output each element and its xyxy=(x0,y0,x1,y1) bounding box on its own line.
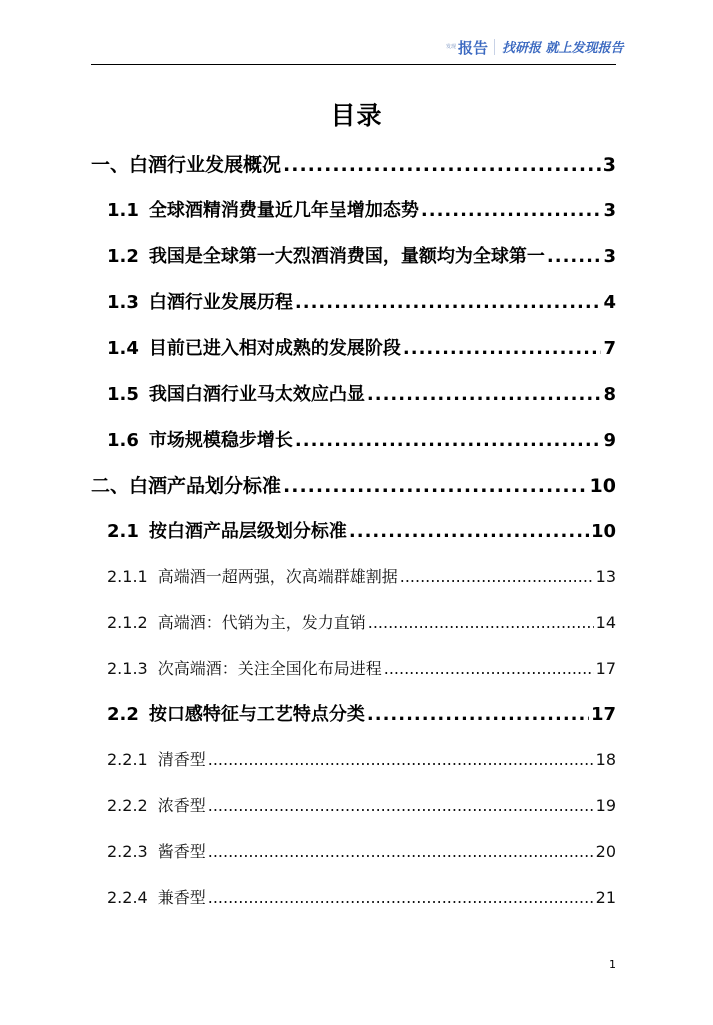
toc-page: 3 xyxy=(603,200,616,221)
toc-label: 高端酒：代销为主，发力直销 xyxy=(157,613,366,632)
toc-entry[interactable] xyxy=(107,885,616,909)
toc-number: 2.2.2 xyxy=(107,796,148,815)
toc-label: 兼香型 xyxy=(157,888,206,907)
toc-label: 我国是全球第一大烈酒消费国，量额均为全球第一 xyxy=(148,246,545,267)
toc-entry[interactable] xyxy=(107,334,616,360)
toc-page: 7 xyxy=(603,338,616,359)
toc-label: 浓香型 xyxy=(157,796,206,815)
toc-page: 19 xyxy=(595,796,616,815)
toc-label: 次高端酒：关注全国化布局进程 xyxy=(157,659,382,678)
toc-page: 17 xyxy=(590,704,616,725)
toc-page: 18 xyxy=(595,750,616,769)
toc-page: 8 xyxy=(603,384,616,405)
logo-small-line: 发现 xyxy=(446,43,457,50)
toc-page: 9 xyxy=(603,430,616,451)
toc-entry[interactable] xyxy=(107,242,616,268)
toc-entry[interactable] xyxy=(107,426,616,452)
toc-number: 1.5 xyxy=(107,384,139,405)
toc-leader xyxy=(421,200,602,221)
toc-label: 白酒行业发展历程 xyxy=(148,292,293,313)
toc-entry[interactable] xyxy=(107,564,616,588)
toc-leader xyxy=(547,246,602,267)
toc-leader xyxy=(349,521,589,542)
toc-label: 白酒行业发展概况 xyxy=(129,154,282,176)
toc-leader xyxy=(295,430,602,451)
toc-number: 2.2.3 xyxy=(107,842,148,861)
toc-entry[interactable] xyxy=(91,150,616,176)
toc-page: 17 xyxy=(595,659,616,678)
toc-leader xyxy=(367,384,602,405)
toc-page: 4 xyxy=(603,292,616,313)
toc-leader xyxy=(208,796,594,815)
toc-number: 二、 xyxy=(91,475,130,497)
toc-label: 我国白酒行业马太效应凸显 xyxy=(148,384,365,405)
toc-leader xyxy=(403,338,602,359)
toc-number: 1.2 xyxy=(107,246,139,267)
toc-page: 10 xyxy=(590,521,616,542)
toc-page: 3 xyxy=(603,246,616,267)
toc-number: 2.1.2 xyxy=(107,613,148,632)
logo-divider xyxy=(494,39,495,55)
toc-entry[interactable] xyxy=(107,747,616,771)
toc-page: 13 xyxy=(595,567,616,586)
fxbaogao-logo xyxy=(446,36,488,58)
toc-label: 白酒产品划分标准 xyxy=(129,475,282,497)
toc-leader xyxy=(384,659,594,678)
toc-number: 2.1.1 xyxy=(107,567,148,586)
toc-label: 高端酒一超两强，次高端群雄割据 xyxy=(157,567,398,586)
toc-entry[interactable] xyxy=(107,517,616,543)
toc-entry[interactable] xyxy=(91,471,616,497)
toc-leader xyxy=(367,704,589,725)
toc-number: 2.2.4 xyxy=(107,888,148,907)
toc-label: 市场规模稳步增长 xyxy=(148,430,293,451)
page-number: 1 xyxy=(609,958,616,971)
toc-leader xyxy=(368,613,594,632)
toc-page: 3 xyxy=(602,154,616,176)
header-slogan: 找研报 就上发现报告 xyxy=(502,41,624,56)
toc-label: 酱香型 xyxy=(157,842,206,861)
toc-number: 2.2.1 xyxy=(107,750,148,769)
toc-label: 按白酒产品层级划分标准 xyxy=(148,521,347,542)
toc-label: 清香型 xyxy=(157,750,206,769)
toc-entry[interactable] xyxy=(107,610,616,634)
header-rule xyxy=(91,64,616,65)
toc-leader xyxy=(400,567,594,586)
toc-entry[interactable] xyxy=(107,700,616,726)
toc-number: 2.2 xyxy=(107,704,139,725)
toc-leader xyxy=(283,154,601,176)
toc-number: 一、 xyxy=(91,154,130,176)
toc-page: 10 xyxy=(589,475,616,497)
toc-number: 1.4 xyxy=(107,338,139,359)
toc-label: 目前已进入相对成熟的发展阶段 xyxy=(148,338,401,359)
toc-number: 2.1.3 xyxy=(107,659,148,678)
toc-page: 20 xyxy=(595,842,616,861)
toc-leader xyxy=(208,842,594,861)
toc-entry[interactable] xyxy=(107,793,616,817)
page-header xyxy=(0,34,713,64)
toc-leader xyxy=(208,750,594,769)
page-title: 目录 xyxy=(330,101,383,130)
toc-page: 14 xyxy=(595,613,616,632)
toc-leader xyxy=(295,292,602,313)
toc-entry[interactable] xyxy=(107,839,616,863)
toc-number: 2.1 xyxy=(107,521,139,542)
toc-number: 1.3 xyxy=(107,292,139,313)
toc-label: 全球酒精消费量近几年呈增加态势 xyxy=(148,200,419,221)
toc-page: 21 xyxy=(595,888,616,907)
toc-entry[interactable] xyxy=(107,656,616,680)
logo-small-text xyxy=(446,45,456,50)
toc-entry[interactable] xyxy=(107,288,616,314)
toc-entry[interactable] xyxy=(107,196,616,222)
toc-number: 1.6 xyxy=(107,430,139,451)
toc-leader xyxy=(283,475,588,497)
toc-entry[interactable] xyxy=(107,380,616,406)
toc-number: 1.1 xyxy=(107,200,139,221)
toc-leader xyxy=(208,888,594,907)
logo-main-text: 报告 xyxy=(458,38,489,57)
toc-label: 按口感特征与工艺特点分类 xyxy=(148,704,365,725)
